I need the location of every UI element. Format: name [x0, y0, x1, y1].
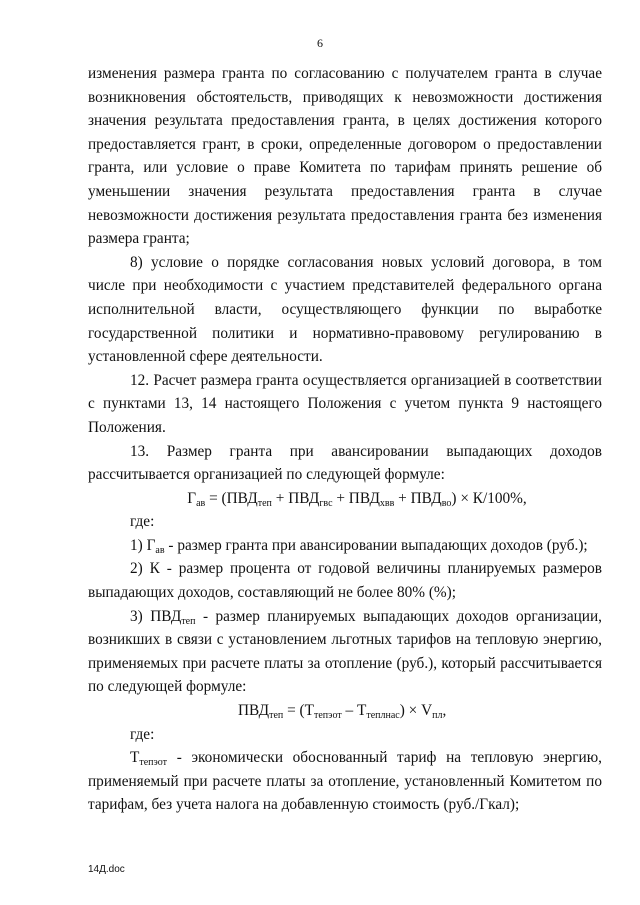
paragraph-item-8: 8) условие о порядке согласования новых условий договора, в том числе при необходимости с участием представителей федерального органа исполнительной власти, осуществляющего функции по выработке государственной политики и нормативно-правовому регулированию в установленной сфере деятельности. — [88, 253, 602, 366]
formula-pvd-tail: , — [442, 702, 447, 720]
where-label: где: — [130, 725, 155, 743]
definition-item-2: 2) К - размер процента от годовой величины планируемых размеров выпадающих доходов, составляющий не более 80% (%); — [88, 560, 602, 602]
formula-grant-term: + ПВД — [332, 489, 380, 507]
formula-grant-lhs-sub: ав — [196, 497, 206, 509]
definition-symbol: Т — [130, 749, 140, 767]
formula-grant — [88, 487, 602, 511]
formula-grant-sub: во — [441, 497, 452, 509]
definition-tariff — [88, 746, 602, 817]
formula-grant-sub: гвс — [319, 497, 333, 509]
formula-grant-term: + ПВД — [271, 489, 320, 507]
definition-symbol-sub: тепэот — [139, 757, 168, 769]
formula-pvd — [88, 699, 602, 723]
definition-text: - размер планируемых выпадающих доходов организации, возникших в связи с установлением льготных тарифов на тепловую энергию, применяемых при расчете платы за отопление (руб.), который рассчитывается по следующей формуле: — [88, 607, 602, 696]
formula-pvd-term: = (Т — [283, 702, 314, 720]
definition-symbol-sub: теп — [181, 615, 196, 627]
formula-pvd-term: – Т — [341, 702, 367, 720]
formula-grant-term: + ПВД — [394, 489, 442, 507]
page-number: 6 — [317, 36, 323, 50]
formula-grant-sub: хвв — [379, 497, 395, 509]
paragraph-12: 12. Расчет размера гранта осуществляется организацией в соответствии с пунктами 13, 14 настоящего Положения с учетом пункта 9 настоящего Положения. — [88, 371, 602, 436]
where-label: где: — [130, 513, 155, 531]
formula-grant-lhs: Г — [187, 489, 197, 507]
formula-pvd-sub: тепэот — [314, 710, 342, 722]
definition-symbol: 3) ПВД — [130, 607, 182, 625]
definition-text: - размер гранта при авансировании выпадающих доходов (руб.); — [164, 536, 588, 554]
formula-grant-sub: теп — [257, 497, 272, 509]
paragraph-grant-change: изменения размера гранта по согласованию с получателем гранта в случае возникновения обстоятельств, приводящих к невозможности достижения значения результата предоставления гранта, в целях достижения которого предоставляется грант, в сроки, определенные договором о предоставлении гранта, или условие о праве Комитета по тарифам принять решение об уменьшении значения результата предоставления гранта в случае невозможности достижения результата предоставления гранта без изменения размера гранта; — [88, 65, 602, 248]
document-body — [88, 62, 602, 817]
formula-grant-term: = (ПВД — [205, 489, 258, 507]
formula-grant-tail: ) × К/100%, — [451, 489, 527, 507]
formula-pvd-sub: пл — [432, 710, 443, 722]
paragraph-13: 13. Размер гранта при авансировании выпадающих доходов рассчитывается организацией по следующей формуле: — [88, 442, 602, 484]
definition-symbol-sub: ав — [155, 544, 165, 556]
definition-text: - экономически обоснованный тариф на тепловую энергию, применяемый при расчете платы за отопление, установленный Комитетом по тарифам, без учета налога на добавленную стоимость (руб./Гкал); — [88, 749, 602, 814]
formula-pvd-lhs: ПВД — [238, 702, 270, 720]
formula-pvd-term: ) × V — [399, 702, 433, 720]
definition-item-3 — [88, 605, 602, 699]
formula-pvd-lhs-sub: теп — [269, 710, 284, 722]
definition-item-1 — [88, 534, 602, 558]
formula-pvd-sub: теплнас — [366, 710, 400, 722]
definition-symbol: 1) Г — [130, 536, 156, 554]
footer-filename: 14Д.doc — [88, 864, 125, 875]
